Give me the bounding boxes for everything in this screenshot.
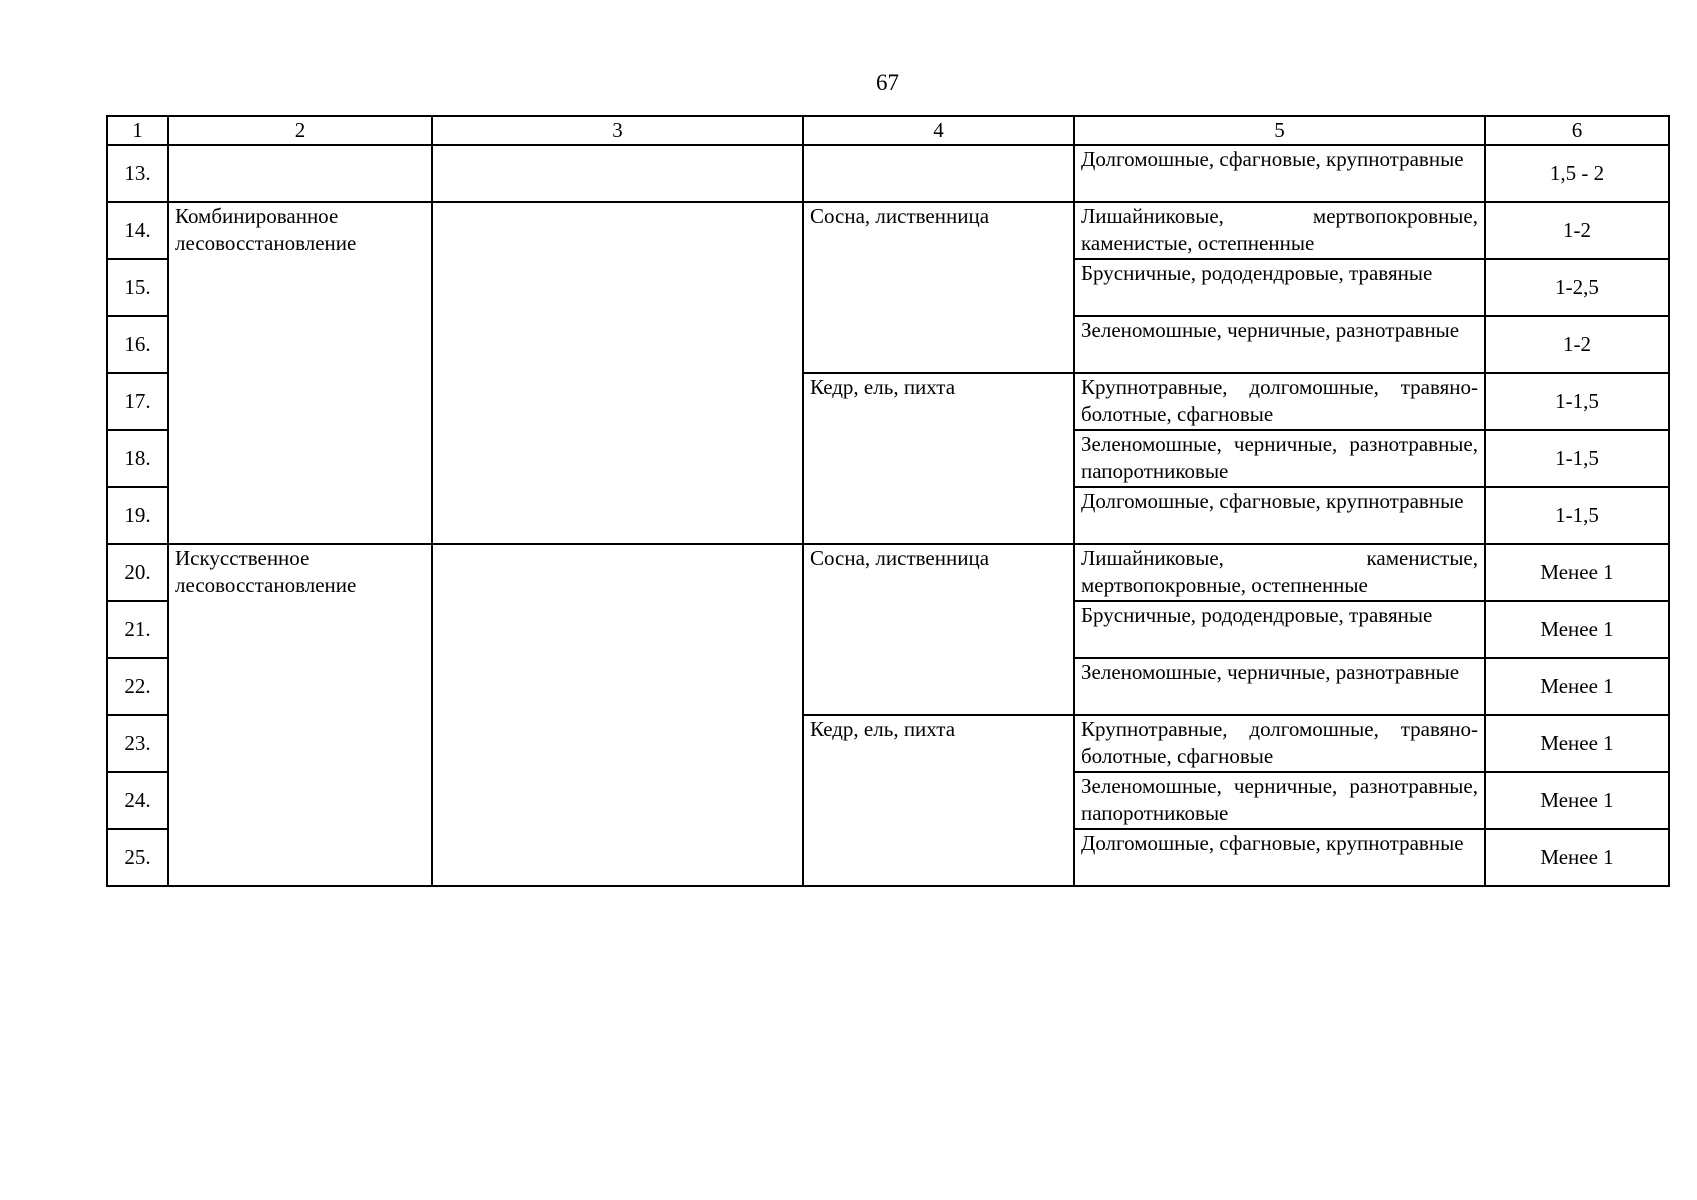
forest-type-cell: Зеленомошные, черничные, разнотравные, папоротниковые	[1074, 430, 1485, 487]
forest-type-cell: Крупнотравные, долгомошные, травяно-болотные, сфагновые	[1074, 715, 1485, 772]
forest-type-cell: Крупнотравные, долгомошные, травяно-болотные, сфагновые	[1074, 373, 1485, 430]
row-number: 18.	[107, 430, 168, 487]
forest-type-cell: Долгомошные, сфагновые, крупнотравные	[1074, 487, 1485, 544]
row-number: 16.	[107, 316, 168, 373]
table-row	[107, 544, 1669, 601]
value-cell: 1-2	[1485, 316, 1669, 373]
value-cell: 1,5 - 2	[1485, 145, 1669, 202]
row-number: 15.	[107, 259, 168, 316]
column-number-row	[107, 116, 1669, 145]
row-number: 17.	[107, 373, 168, 430]
column-header-5: 5	[1074, 116, 1485, 145]
forest-type-cell: Лишайниковые, мертвопокровные, каменистые, остепненные	[1074, 202, 1485, 259]
column-header-6: 6	[1485, 116, 1669, 145]
value-cell: 1-1,5	[1485, 430, 1669, 487]
value-cell: Менее 1	[1485, 601, 1669, 658]
value-cell: Менее 1	[1485, 658, 1669, 715]
row-number: 19.	[107, 487, 168, 544]
species-pine-larch: Сосна, лиственница	[803, 202, 1074, 373]
forest-type-cell: Лишайниковые, каменистые, мертвопокровные, остепненные	[1074, 544, 1485, 601]
forest-type-cell: Зеленомошные, черничные, разнотравные	[1074, 658, 1485, 715]
page-number: 67	[876, 70, 899, 95]
species-pine-larch: Сосна, лиственница	[803, 544, 1074, 715]
column-3-cell-empty	[432, 544, 803, 886]
table-row	[107, 145, 1669, 202]
row-number: 13.	[107, 145, 168, 202]
method-cell-empty	[168, 145, 432, 202]
row-number: 24.	[107, 772, 168, 829]
method-artificial-regeneration: Искусственное лесовосстановление	[168, 544, 432, 886]
row-number: 20.	[107, 544, 168, 601]
value-cell: 1-2,5	[1485, 259, 1669, 316]
value-cell: 1-1,5	[1485, 373, 1669, 430]
value-cell: 1-2	[1485, 202, 1669, 259]
forest-regeneration-table	[106, 115, 1670, 887]
forest-type-cell: Зеленомошные, черничные, разнотравные, папоротниковые	[1074, 772, 1485, 829]
row-number: 14.	[107, 202, 168, 259]
species-cedar-spruce-fir: Кедр, ель, пихта	[803, 715, 1074, 886]
column-header-4: 4	[803, 116, 1074, 145]
table-row	[107, 202, 1669, 259]
value-cell: Менее 1	[1485, 715, 1669, 772]
row-number: 25.	[107, 829, 168, 886]
column-3-cell-empty	[432, 145, 803, 202]
species-cell-empty	[803, 145, 1074, 202]
column-header-3: 3	[432, 116, 803, 145]
value-cell: Менее 1	[1485, 772, 1669, 829]
row-number: 21.	[107, 601, 168, 658]
column-header-2: 2	[168, 116, 432, 145]
forest-type-cell: Долгомошные, сфагновые, крупнотравные	[1074, 829, 1485, 886]
column-3-cell-empty	[432, 202, 803, 544]
method-combined-regeneration: Комбинированное лесовосстановление	[168, 202, 432, 544]
forest-type-cell: Долгомошные, сфагновые, крупнотравные	[1074, 145, 1485, 202]
forest-type-cell: Зеленомошные, черничные, разнотравные	[1074, 316, 1485, 373]
value-cell: 1-1,5	[1485, 487, 1669, 544]
value-cell: Менее 1	[1485, 829, 1669, 886]
species-cedar-spruce-fir: Кедр, ель, пихта	[803, 373, 1074, 544]
row-number: 22.	[107, 658, 168, 715]
forest-type-cell: Брусничные, рододендровые, травяные	[1074, 259, 1485, 316]
column-header-1: 1	[107, 116, 168, 145]
row-number: 23.	[107, 715, 168, 772]
forest-type-cell: Брусничные, рододендровые, травяные	[1074, 601, 1485, 658]
value-cell: Менее 1	[1485, 544, 1669, 601]
